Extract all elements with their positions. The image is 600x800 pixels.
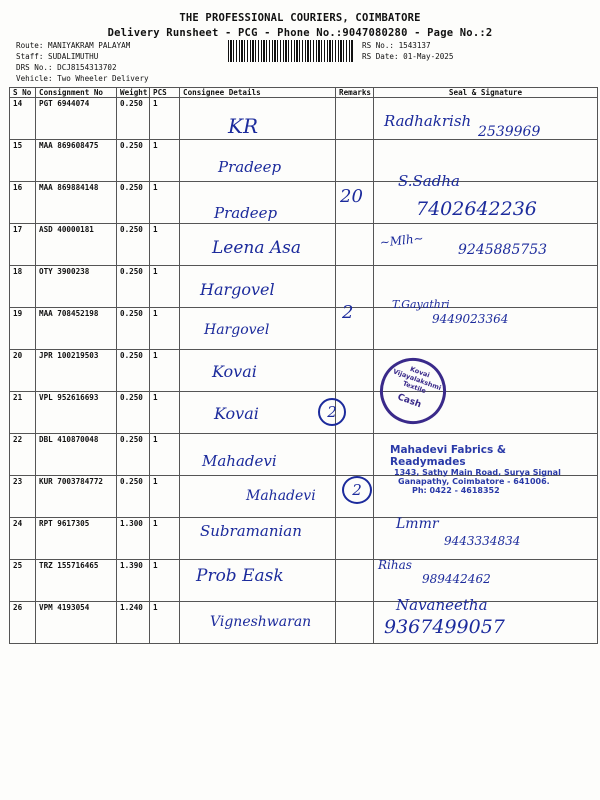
cell-weight: 1.390: [117, 560, 150, 602]
cell-consignment-no: OTY 3900238: [36, 266, 117, 308]
cell-remarks: [336, 224, 374, 266]
cell-weight: 0.250: [117, 476, 150, 518]
cell-weight: 0.250: [117, 392, 150, 434]
col-header-seal: Seal & Signature: [374, 88, 598, 98]
handwriting: Kovai: [214, 404, 259, 423]
signature: 2539969: [478, 124, 541, 140]
cell-consignment-no: JPR 100219503: [36, 350, 117, 392]
stamp-city: Ganapathy, Coimbatore - 641006.: [398, 477, 550, 486]
cell-remarks: [336, 98, 374, 140]
handwriting: Hargovel: [200, 280, 275, 299]
cell-weight: 0.250: [117, 350, 150, 392]
cell-consignee-details: [180, 350, 336, 392]
cell-sno: 17: [10, 224, 36, 266]
cell-sno: 18: [10, 266, 36, 308]
table-row: [10, 266, 598, 308]
stamp-name: Mahadevi Fabrics & Readymades: [390, 444, 507, 468]
cell-consignment-no: VPM 4193054: [36, 602, 117, 644]
col-header-sno: S No: [10, 88, 36, 98]
handwriting: Prob Eask: [196, 566, 284, 586]
col-header-consignee: Consignee Details: [180, 88, 336, 98]
cell-sno: 22: [10, 434, 36, 476]
handwriting: 20: [340, 186, 363, 207]
cell-pcs: 1: [150, 476, 180, 518]
signature: T.Gayathri: [392, 298, 450, 311]
company-title: THE PROFESSIONAL COURIERS, COIMBATORE: [179, 12, 421, 24]
handwriting: Hargovel: [204, 322, 270, 338]
cell-sno: 15: [10, 140, 36, 182]
cell-weight: 1.300: [117, 518, 150, 560]
signature-scribble: ~Mlh~: [379, 231, 425, 250]
signature: Rihas: [378, 558, 412, 572]
table-row: [10, 392, 598, 434]
cell-pcs: 1: [150, 98, 180, 140]
handwriting: 2: [342, 476, 372, 504]
col-header-remarks: Remarks: [336, 88, 374, 98]
cell-pcs: 1: [150, 266, 180, 308]
signature: 9245885753: [458, 242, 548, 258]
table-row: [10, 560, 598, 602]
cell-consignment-no: MAA 869884148: [36, 182, 117, 224]
cell-consignment-no: PGT 6944074: [36, 98, 117, 140]
cell-pcs: 1: [150, 560, 180, 602]
col-header-weight: Weight: [117, 88, 150, 98]
cell-consignment-no: KUR 7003784772: [36, 476, 117, 518]
cell-sno: 20: [10, 350, 36, 392]
cell-sno: 19: [10, 308, 36, 350]
handwriting: Leena Asa: [212, 238, 302, 258]
cell-weight: 0.250: [117, 98, 150, 140]
business-stamp: [390, 444, 570, 495]
cell-weight: 0.250: [117, 266, 150, 308]
cell-pcs: 1: [150, 434, 180, 476]
cell-remarks: [336, 560, 374, 602]
cell-pcs: 1: [150, 182, 180, 224]
handwriting: 2: [342, 302, 354, 323]
signature: 989442462: [422, 572, 491, 586]
handwriting: Kovai: [212, 362, 257, 381]
cell-remarks: [336, 434, 374, 476]
signature: Navaneetha: [396, 596, 488, 614]
table-row: [10, 308, 598, 350]
signature: 9367499057: [384, 616, 505, 638]
cell-remarks: [336, 518, 374, 560]
table-row: [10, 350, 598, 392]
handwriting: Mahadevi: [202, 452, 277, 470]
signature: 9443334834: [444, 534, 521, 548]
cell-remarks: [336, 140, 374, 182]
cell-remarks: [336, 602, 374, 644]
cell-sno: 21: [10, 392, 36, 434]
cell-consignment-no: RPT 9617305: [36, 518, 117, 560]
cell-pcs: 1: [150, 602, 180, 644]
cell-consignment-no: DBL 410870048: [36, 434, 117, 476]
cell-pcs: 1: [150, 140, 180, 182]
cell-weight: 0.250: [117, 308, 150, 350]
stamp-address: 1343, Sathy Main Road, Surya Signal: [394, 468, 561, 477]
col-header-consignment: Consignment No: [36, 88, 117, 98]
cell-pcs: 1: [150, 308, 180, 350]
route-text: Route: MANIYAKRAM PALAYAM: [16, 41, 131, 50]
barcode: [228, 40, 353, 62]
handwriting: KR: [228, 114, 258, 138]
cell-consignment-no: VPL 952616693: [36, 392, 117, 434]
cell-weight: 0.250: [117, 140, 150, 182]
cell-pcs: 1: [150, 350, 180, 392]
signature: S.Sadha: [398, 172, 460, 190]
signature: Radhakrish: [384, 112, 472, 130]
cell-sno: 25: [10, 560, 36, 602]
signature: 7402642236: [416, 198, 537, 220]
rs-number: RS No.: 1543137: [362, 41, 431, 50]
runsheet-table: [9, 87, 598, 644]
col-header-pcs: PCS: [150, 88, 180, 98]
handwriting: 2: [318, 398, 346, 426]
drs-number: DRS No.: DCJ8154313702: [16, 63, 117, 72]
cell-consignment-no: MAA 869608475: [36, 140, 117, 182]
handwriting: Vigneshwaran: [210, 614, 312, 630]
cell-consignment-no: TRZ 155716465: [36, 560, 117, 602]
cell-consignment-no: ASD 40000181: [36, 224, 117, 266]
rs-date: RS Date: 01-May-2025: [362, 52, 454, 61]
cell-pcs: 1: [150, 392, 180, 434]
cell-remarks: [336, 350, 374, 392]
cell-sno: 23: [10, 476, 36, 518]
cell-sno: 24: [10, 518, 36, 560]
vehicle-text: Vehicle: Two Wheeler Delivery: [16, 74, 149, 83]
signature-scribble: Lmmr: [396, 516, 439, 532]
signature: 9449023364: [432, 312, 509, 326]
cell-sno: 14: [10, 98, 36, 140]
cell-weight: 0.250: [117, 182, 150, 224]
staff-text: Staff: SUDALIMUTHU: [16, 52, 99, 61]
handwriting: Pradeep: [218, 158, 282, 176]
handwriting: Pradeep: [214, 204, 278, 222]
cell-weight: 1.240: [117, 602, 150, 644]
cell-weight: 0.250: [117, 224, 150, 266]
table-header-row: [10, 88, 598, 98]
cell-sno: 16: [10, 182, 36, 224]
cell-sno: 26: [10, 602, 36, 644]
cell-pcs: 1: [150, 518, 180, 560]
cell-weight: 0.250: [117, 434, 150, 476]
table-row: [10, 140, 598, 182]
stamp-text: Kovai Vijayalakshmi Textile: [391, 364, 443, 396]
handwriting: Mahadevi: [246, 488, 316, 504]
cell-pcs: 1: [150, 224, 180, 266]
runsheet-title: Delivery Runsheet - PCG - Phone No.:9047080280 - Page No.:2: [107, 27, 493, 39]
stamp-phone: Ph: 0422 - 4618352: [412, 486, 500, 495]
cell-consignment-no: MAA 708452198: [36, 308, 117, 350]
stamp-text: Cash: [396, 392, 423, 411]
handwriting: Subramanian: [200, 522, 302, 540]
